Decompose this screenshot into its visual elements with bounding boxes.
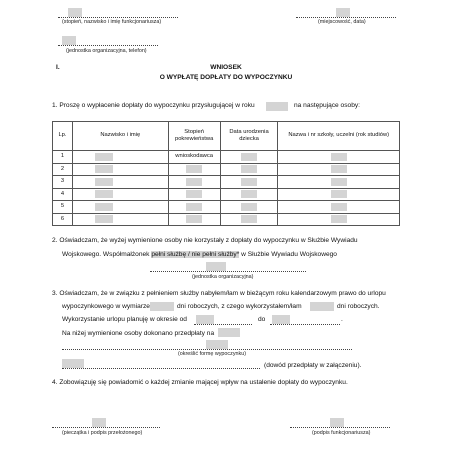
- header-birth-date: Data urodzenia dziecka: [220, 122, 278, 151]
- proof-caption: (dowód przedpłaty w załączeniu).: [264, 362, 362, 369]
- item3-line1: 3. Oświadczam, że w związku z pełnieniem służby nabyłem/łam w bieżącym roku kalendarzowym prawo do urlopu: [52, 290, 386, 297]
- item2-line2-after: w Służbie Wywiadu Wojskowego: [241, 251, 337, 258]
- cell-birth-date[interactable]: [220, 201, 278, 214]
- item2-line2: [62, 251, 337, 258]
- title-line2: O WYPŁATĘ DOPŁATY DO WYPOCZYNKU: [159, 74, 293, 81]
- cell-birth-date[interactable]: [220, 151, 278, 164]
- spouse-unit-line: [150, 271, 306, 272]
- item4-text: 4. Zobowiązuję się powiadomić o każdej zmianie mającej wpływ na ustalenie dopłaty do wypoczynku.: [52, 379, 348, 386]
- rank-name-field[interactable]: [68, 8, 82, 17]
- supervisor-signature-caption: (pieczątka i podpis przełożonego): [62, 430, 143, 436]
- item3-line3a: Wykorzystanie urlopu planuję w okresie od: [62, 316, 187, 323]
- cell-name[interactable]: [72, 163, 168, 176]
- rank-name-line: [58, 17, 178, 18]
- place-date-caption: (miejscowość, data): [318, 19, 366, 25]
- cell-school[interactable]: [278, 213, 400, 226]
- table-row: [53, 201, 400, 214]
- unit-phone-caption: (jednostka organizacyjna, telefon): [66, 48, 147, 54]
- cell-name[interactable]: [72, 151, 168, 164]
- cell-lp: 6: [53, 213, 73, 226]
- table-row: [53, 188, 400, 201]
- officer-signature-caption: (podpis funkcjonariusza): [312, 430, 371, 436]
- unit-phone-field[interactable]: [62, 36, 76, 45]
- item3-line2b: dni roboczych, z czego wykorzystałem/łam: [177, 303, 302, 310]
- rank-name-caption: (stopień, nazwisko i imię funkcjonariusza): [62, 19, 162, 25]
- title-line1: WNIOSEK: [210, 64, 242, 71]
- cell-birth-date[interactable]: [220, 163, 278, 176]
- unit-phone-line: [58, 45, 158, 46]
- cell-name[interactable]: [72, 188, 168, 201]
- year-field[interactable]: [266, 102, 288, 111]
- service-status-choice[interactable]: pełni służbę / nie pełni służby*: [151, 251, 240, 258]
- header-relation: Stopień pokrewieństwa: [168, 122, 220, 151]
- cell-relation[interactable]: [168, 163, 220, 176]
- item3-line2c: dni roboczych.: [337, 303, 380, 310]
- officer-signature-line: [290, 427, 390, 428]
- cell-school[interactable]: [278, 188, 400, 201]
- table-row: [53, 151, 400, 164]
- cell-relation[interactable]: [168, 176, 220, 189]
- cell-relation[interactable]: [168, 213, 220, 226]
- place-date-line: [296, 17, 396, 18]
- cell-relation[interactable]: wnioskodawca: [168, 151, 220, 164]
- prepayment-proof-line: [62, 368, 260, 369]
- header-school: Nazwa i nr szkoły, uczelni (rok studiów): [278, 122, 400, 151]
- section-number: I.: [56, 64, 60, 71]
- item3-line2a: wypoczynkowego w wymiarze: [62, 303, 150, 310]
- cell-lp: 1: [53, 151, 73, 164]
- cell-name[interactable]: [72, 176, 168, 189]
- header-lp: Lp.: [53, 122, 73, 151]
- prepayment-proof-field[interactable]: [62, 359, 84, 368]
- item2-line1: 2. Oświadczam, że wyżej wymienione osoby nie korzystały z dopłaty do wypoczynku w Służbie Wywiadu: [52, 237, 358, 244]
- leave-to-field[interactable]: [272, 315, 290, 324]
- cell-school[interactable]: [278, 176, 400, 189]
- cell-school[interactable]: [278, 151, 400, 164]
- cell-lp: 3: [53, 176, 73, 189]
- cell-school[interactable]: [278, 163, 400, 176]
- cell-relation[interactable]: [168, 201, 220, 214]
- item2-line2-before: Wojskowego. Współmałżonek: [62, 251, 150, 258]
- persons-table: [52, 121, 400, 226]
- item3-line3b: do: [258, 316, 266, 323]
- cell-school[interactable]: [278, 201, 400, 214]
- cell-lp: 2: [53, 163, 73, 176]
- holiday-form-line: [62, 349, 352, 350]
- table-row: [53, 163, 400, 176]
- supervisor-signature-field[interactable]: [92, 418, 106, 427]
- spouse-unit-field[interactable]: [206, 262, 226, 271]
- cell-name[interactable]: [72, 213, 168, 226]
- leave-to-line: [270, 324, 340, 325]
- leave-from-field[interactable]: [196, 315, 214, 324]
- cell-birth-date[interactable]: [220, 188, 278, 201]
- prepayment-field[interactable]: [218, 328, 240, 337]
- holiday-form-field[interactable]: [206, 340, 228, 349]
- holiday-form-caption: (określić formę wypoczynku): [178, 351, 246, 357]
- leave-days-field[interactable]: [150, 302, 174, 311]
- cell-lp: 5: [53, 201, 73, 214]
- table-row: [53, 176, 400, 189]
- item3-line4: Na niżej wymienione osoby dokonano przedpłaty na: [62, 330, 215, 337]
- spouse-unit-caption: (jednostka organizacyjna): [192, 274, 254, 280]
- item3-line3c: .: [341, 316, 343, 323]
- cell-name[interactable]: [72, 201, 168, 214]
- item1-text-after: na następujące osoby:: [294, 102, 360, 109]
- header-name: Nazwisko i imię: [72, 122, 168, 151]
- officer-signature-field[interactable]: [330, 418, 344, 427]
- used-days-field[interactable]: [310, 302, 334, 311]
- item1-text: 1. Proszę o wypłacenie dopłaty do wypoczynku przysługującej w roku: [52, 102, 255, 109]
- table-row: [53, 213, 400, 226]
- supervisor-signature-line: [52, 427, 160, 428]
- cell-lp: 4: [53, 188, 73, 201]
- cell-birth-date[interactable]: [220, 176, 278, 189]
- place-date-field[interactable]: [336, 8, 350, 17]
- cell-relation[interactable]: [168, 188, 220, 201]
- leave-from-line: [194, 324, 252, 325]
- cell-birth-date[interactable]: [220, 213, 278, 226]
